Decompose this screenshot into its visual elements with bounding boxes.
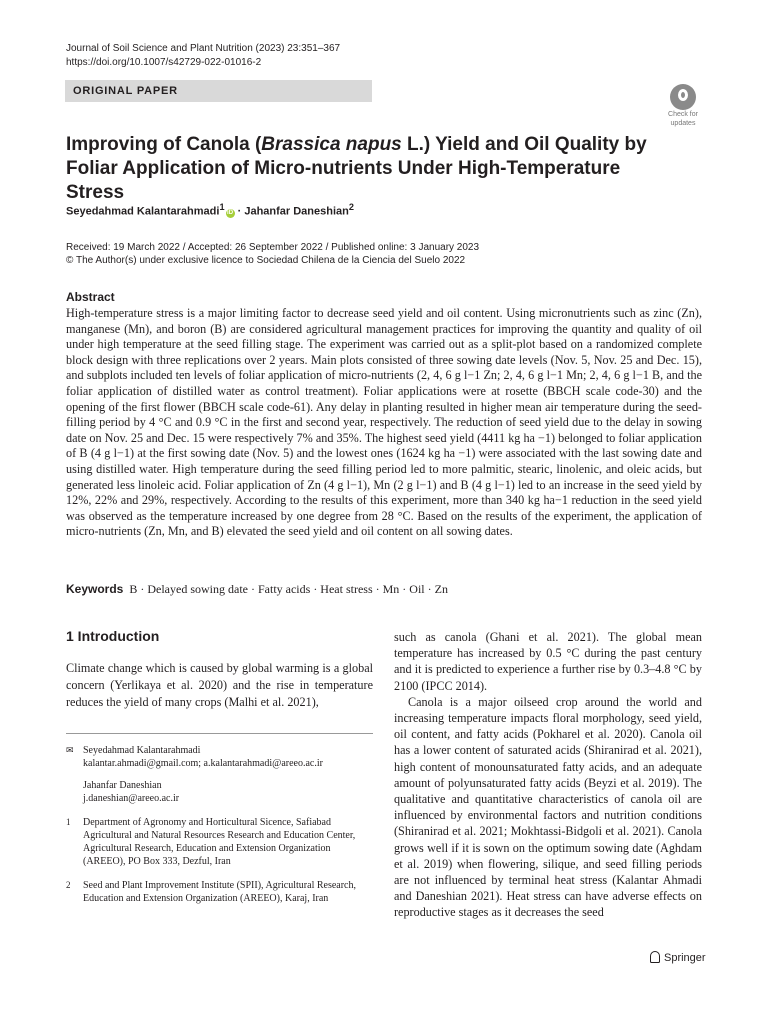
footnotes — [66, 744, 366, 916]
author-2-affiliation: 2 — [348, 202, 354, 212]
envelope-icon: ✉ — [66, 745, 74, 755]
contact-email-2[interactable]: j.daneshian@areeo.ac.ir — [83, 793, 180, 804]
affiliation-1-text: Department of Agronomy and Horticultural Sicence, Safiabad Agricultural and Natural Resources Research and Education Center, Agricultural Research, Education and Extension Organization (AREEO), PO Box 333, Dezful, Iran — [83, 817, 356, 867]
copyright-line: © The Author(s) under exclusive licence to Sociedad Chilena de la Ciencia del Suelo 2022 — [66, 255, 466, 266]
check-for-updates-line2: updates — [670, 120, 696, 127]
affiliation-2-marker: 2 — [66, 880, 71, 890]
keywords — [66, 582, 448, 597]
affiliation-2-text: Seed and Plant Improvement Institute (SPII), Agricultural Research, Education and Extension Organization (AREEO), Karaj, Iran — [83, 880, 356, 904]
check-for-updates-badge[interactable] — [662, 84, 704, 128]
contact-name-2: Jahanfar Daneshian — [83, 780, 162, 791]
intro-paragraph-2: Canola is a major oilseed crop around the world and increasing temperature impacts floral morphology, seed yield, oil content, and fatty acids (Pokharel et al. 2020). Canola oil has a lower content of saturated acids (Shiranirad et al. 2021), high content of monounsaturated fatty acids, and an adequate amount of polyunsaturated fatty acids (Beyzi et al. 2019). The qualitative and quantitative characteristics of canola oil are influenced by environmental factors and nutrition conditions (Shiranirad et al. 2021; Mokhtassi-Bidgoli et al. 2021). Canola grows well if it is sown on the optimum sowing date (Aghdam et al. 2019) when flowering, silique, and seed filling periods are not influenced by terminal heat stress (Kalantar Ahmadi and Daneshian 2021). Heat stress can have adverse effects on reproductive stages as it decreases the seed — [394, 694, 702, 920]
affiliation-1 — [66, 816, 366, 868]
check-for-updates-line1: Check for — [668, 111, 698, 118]
journal-header — [66, 42, 340, 70]
orcid-icon[interactable]: iD — [227, 209, 234, 216]
doi-link[interactable]: https://doi.org/10.1007/s42729-022-01016-2 — [66, 57, 262, 68]
abstract-text: High-temperature stress is a major limiting factor to decrease seed yield and oil content. Using micronutrients such as zinc (Zn), manganese (Mn), and boron (B) are considered agricultural management practices for improving the quantity and quality of oil under high temperature at the seed filling stage. The experiment was carried out as a split-plot based on a randomized complete block design with three replications over 2 years. Main plots consisted of three sowing date levels (Nov. 5, Nov. 25 and Dec. 15), and subplots included ten levels of foliar application of micro-nutrients (2, 4, 6 g l−1 Zn; 2, 4, 6 g l−1 Mn; 2, 4, 6 g l−1 B, and the foliar application of distilled water as control treatment). Foliar applications were at rosette (BBCH scale code-30) and the opening of the first flower (BBCH scale code-61). Any delay in planting resulted in higher mean air temperature during the seed-filling period by 4 °C and 0.9 °C in the first and second year, respectively. The reduction of seed yield due to the delay in sowing date on Nov. 25 and Dec. 15 were respectively 7% and 35%. The highest seed yield (4411 kg ha −1) belonged to foliar application of B (4 g l−1) at the first sowing date (Nov. 5) and the lowest ones (1624 kg ha −1) were associated with the last sowing date and using distilled water. High temperature during the seed filling period led to more palmitic, stearic, linolenic, and oleic acids, but generated less linoleic acid. Foliar application of Zn (4 g l−1), Mn (2 g l−1) and B (4 g l−1) led to an increase in the seed yield by 12%, 22% and 29%, respectively. According to the results of this experiment, more than 340 kg ha−1 reduction in the seed yield was observed as the temperature increased by one degree from 28 °C. Based on the results of the experiment, the application of micro-nutrients (Zn, Mn, and B) elevated the seed yield and oil content on all sowing dates. — [66, 306, 702, 539]
corresponding-contacts — [66, 744, 366, 805]
springer-horse-icon — [650, 951, 660, 963]
abstract-heading: Abstract — [66, 290, 115, 304]
author-2[interactable]: Jahanfar Daneshian — [244, 205, 349, 218]
journal-citation: Journal of Soil Science and Plant Nutrition (2023) 23:351–367 — [66, 43, 341, 54]
author-list — [66, 202, 354, 218]
title-part2: L.) Yield and Oil Quality by Foliar Application of Micro-nutrients Under High-Temperature Stress — [66, 134, 647, 203]
affiliation-2 — [66, 879, 366, 905]
intro-left-column: Climate change which is caused by global warming is a global concern (Yerlikaya et al. 2020) and the rise in temperature reduces the yield of many crops (Malhi et al. 2021), — [66, 661, 373, 709]
section-heading-introduction: 1 Introduction — [66, 628, 160, 644]
author-1-affiliation: 1 — [219, 202, 225, 212]
affiliation-1-marker: 1 — [66, 817, 71, 827]
author-1[interactable]: Seyedahmad Kalantarahmadi — [66, 205, 220, 218]
check-for-updates-icon — [670, 84, 696, 110]
intro-paragraph-1: such as canola (Ghani et al. 2021). The global mean temperature has increased by 0.5 °C during the past century and it is predicted to experience a further rise by 0.3–4.8 °C by 2100 (IPCC 2014). — [394, 630, 702, 693]
paper-title — [66, 133, 676, 205]
footnote-divider — [66, 733, 373, 734]
keywords-list: B · Delayed sowing date · Fatty acids · Heat stress · Mn · Oil · Zn — [129, 582, 448, 596]
keywords-label: Keywords — [66, 582, 124, 596]
author-separator: · — [234, 205, 245, 218]
intro-right-column — [394, 629, 702, 921]
publisher-name: Springer — [664, 952, 706, 964]
title-part1: Improving of Canola ( — [66, 134, 262, 155]
title-species: Brassica napus — [261, 134, 402, 155]
publication-dates — [66, 241, 479, 267]
history-dates: Received: 19 March 2022 / Accepted: 26 September 2022 / Published online: 3 January 2023 — [66, 242, 480, 253]
contact-email-1[interactable]: kalantar.ahmadi@gmail.com; a.kalantarahmadi@areeo.ac.ir — [83, 758, 323, 769]
publisher-logo — [650, 951, 706, 964]
contact-name-1: Seyedahmad Kalantarahmadi — [83, 745, 201, 756]
article-type-label: ORIGINAL PAPER — [65, 80, 372, 102]
